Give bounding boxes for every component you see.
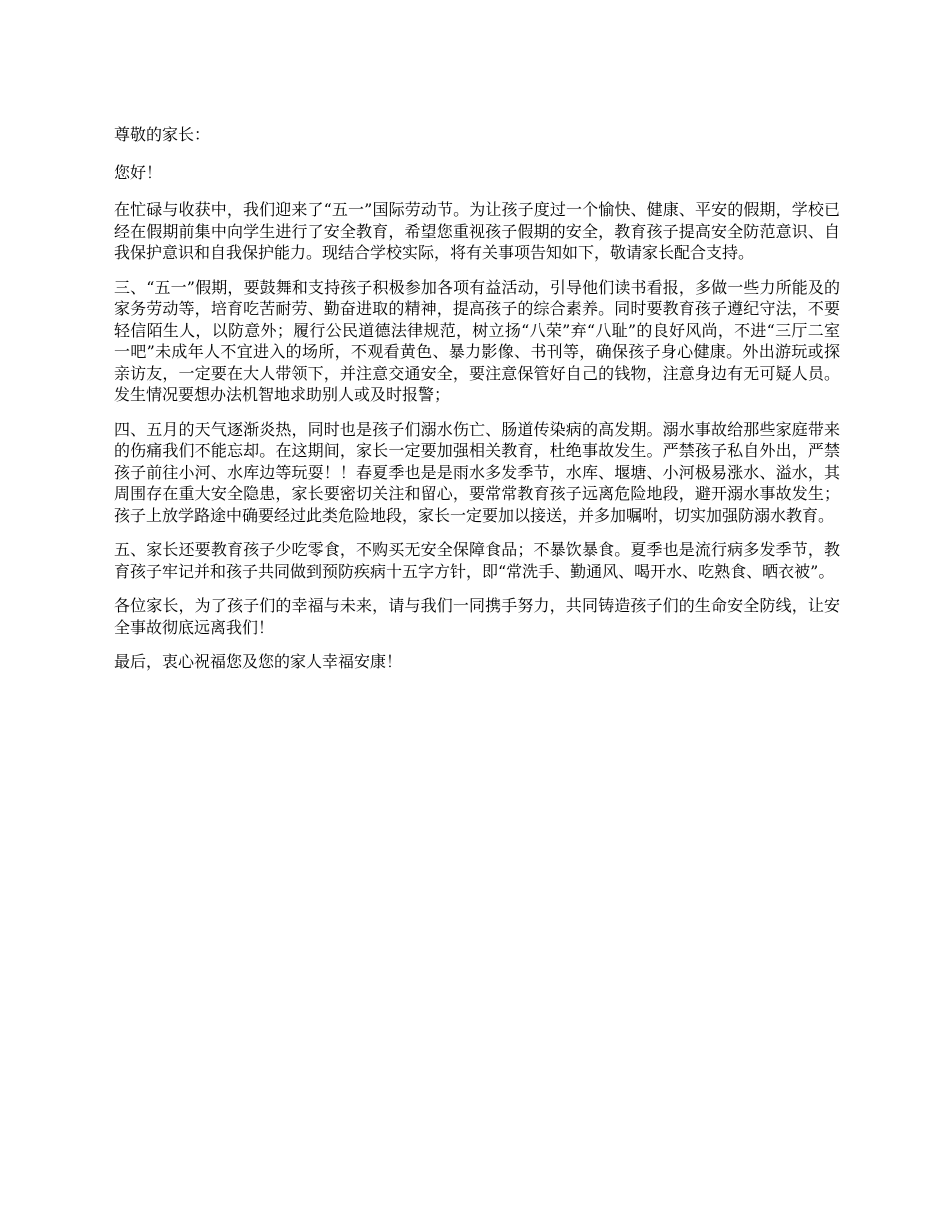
salutation: 尊敬的家长： <box>114 125 211 144</box>
intro-paragraph: 在忙碌与收获中，我们迎来了“五一”国际劳动节。为让孩子度过一个愉快、健康、平安的假期，学校已经在假期前集中向学生进行了安全教育，希望您重视孩子假期的安全，教育孩子提高安全防范意识、自我保护意识和自我保护能力。现结合学校实际，将有关事项告知如下，敬请家长配合支持。 <box>114 200 840 262</box>
item-five-paragraph: 五、家长还要教育孩子少吃零食，不购买无安全保障食品；不暴饮暴食。夏季也是流行病多发季节，教育孩子牢记并和孩子共同做到预防疾病十五字方针，即“常洗手、勤通风、喝开水、吃熟食、晒衣被”。 <box>114 540 840 581</box>
item-three-paragraph: 三、“五一”假期，要鼓舞和支持孩子积极参加各项有益活动，引导他们读书看报，多做一些力所能及的家务劳动等，培育吃苦耐劳、勤奋进取的精神，提高孩子的综合素养。同时要教育孩子遵纪守法，不要轻信陌生人，以防意外；履行公民道德法律规范，树立扬“八荣”弃“八耻”的良好风尚，不进“三厅二室一吧”未成年人不宜进入的场所，不观看黄色、暴力影像、书刊等，确保孩子身心健康。外出游玩或探亲访友，一定要在大人带领下，并注意交通安全，要注意保管好自己的钱物，注意身边有无可疑人员。发生情况要想办法机智地求助别人或及时报警； <box>114 277 840 404</box>
closing-line: 最后，衷心祝福您及您的家人幸福安康！ <box>114 652 403 671</box>
letter-body <box>114 124 840 686</box>
item-four-paragraph: 四、五月的天气逐渐炎热，同时也是孩子们溺水伤亡、肠道传染病的高发期。溺水事故给那些家庭带来的伤痛我们不能忘却。在这期间，家长一定要加强相关教育，杜绝事故发生。严禁孩子私自外出，严禁孩子前往小河、水库边等玩耍！！春夏季也是是雨水多发季节，水库、堰塘、小河极易涨水、溢水，其周围存在重大安全隐患，家长要密切关注和留心，要常常教育孩子远离危险地段，避开溺水事故发生；孩子上放学路途中确要经过此类危险地段，家长一定要加以接送，并多加嘱咐，切实加强防溺水教育。 <box>114 419 840 525</box>
greeting: 您好！ <box>114 162 163 182</box>
appeal-paragraph: 各位家长，为了孩子们的幸福与未来，请与我们一同携手努力，共同铸造孩子们的生命安全防线，让安全事故彻底远离我们！ <box>114 596 840 637</box>
